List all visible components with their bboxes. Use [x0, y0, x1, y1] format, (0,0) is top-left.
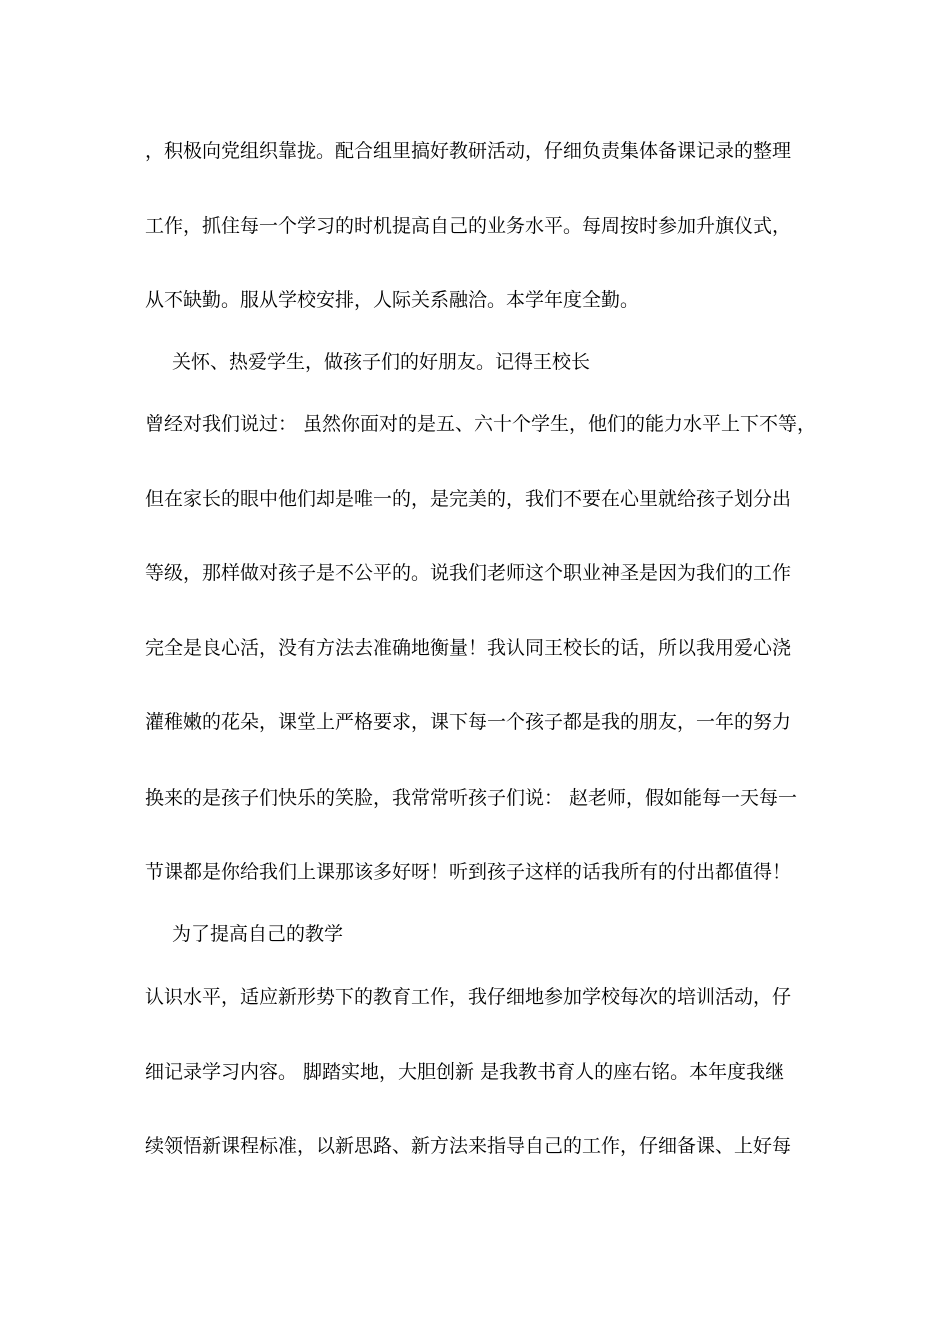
text-line-6: 但在家长的眼中他们却是唯一的，是完美的，我们不要在心里就给孩子划分出 [145, 488, 792, 510]
text-line-9: 灌稚嫩的花朵，课堂上严格要求，课下每一个孩子都是我的朋友，一年的努力 [145, 711, 792, 733]
text-line-10: 换来的是孩子们快乐的笑脸，我常常听孩子们说： 赵老师，假如能每一天每一 [145, 787, 798, 809]
text-line-1: ，积极向党组织靠拢。配合组里搞好教研活动，仔细负责集体备课记录的整理 [145, 140, 792, 162]
text-line-3: 从不缺勤。服从学校安排，人际关系融洽。本学年度全勤。 [145, 289, 640, 311]
text-line-8: 完全是良心活，没有方法去准确地衡量！我认同王校长的话，所以我用爱心浇 [145, 637, 792, 659]
text-line-7: 等级，那样做对孩子是不公平的。说我们老师这个职业神圣是因为我们的工作 [145, 562, 792, 584]
text-line-2: 工作，抓住每一个学习的时机提高自己的业务水平。每周按时参加升旗仪式， [145, 215, 792, 237]
text-line-13: 认识水平，适应新形势下的教育工作，我仔细地参加学校每次的培训活动，仔 [145, 986, 792, 1008]
text-line-5: 曾经对我们说过： 虽然你面对的是五、六十个学生，他们的能力水平上下不等， [145, 413, 817, 435]
text-line-11: 节课都是你给我们上课那该多好呀！听到孩子这样的话我所有的付出都值得！ [145, 861, 792, 883]
paragraph-start-line-1: 关怀、热爱学生，做孩子们的好朋友。记得王校长 [172, 351, 591, 373]
text-line-14: 细记录学习内容。 脚踏实地，大胆创新 是我教书育人的座右铭。本年度我继 [145, 1061, 785, 1083]
paragraph-start-line-2: 为了提高自己的教学 [172, 923, 344, 945]
text-line-15: 续领悟新课程标准，以新思路、新方法来指导自己的工作，仔细备课、上好每 [145, 1135, 792, 1157]
